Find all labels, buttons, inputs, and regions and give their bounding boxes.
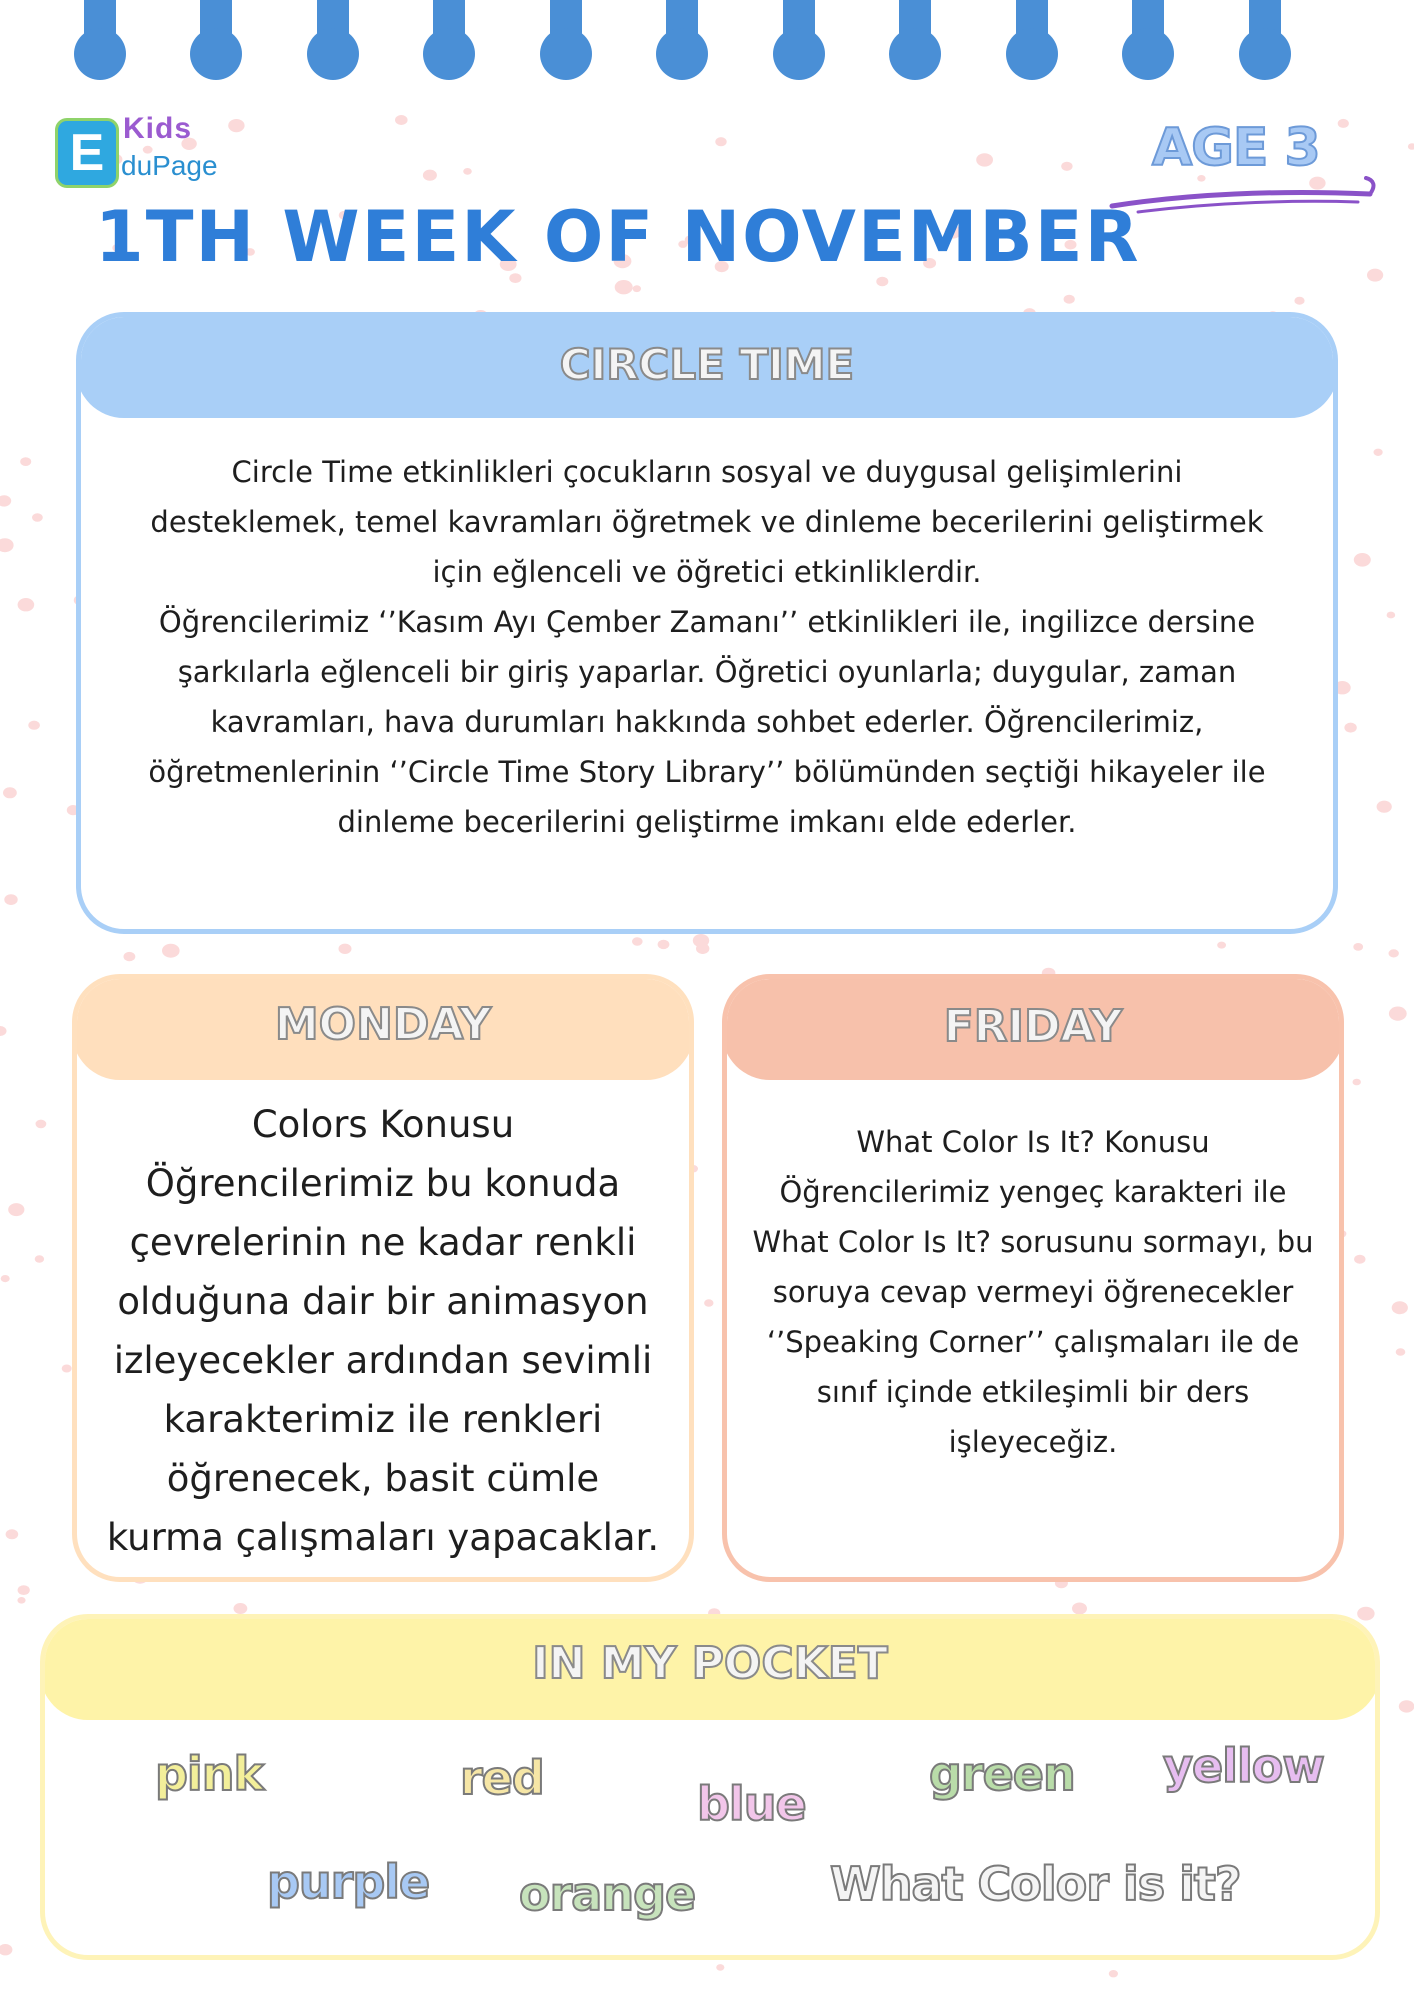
background-dot xyxy=(162,944,180,958)
background-dot xyxy=(1408,143,1414,150)
background-dot xyxy=(1387,612,1396,619)
background-dot xyxy=(1354,1255,1365,1264)
background-dot xyxy=(395,115,408,125)
background-dot xyxy=(1374,449,1383,456)
background-dot xyxy=(1217,942,1226,949)
binding-ring xyxy=(84,0,116,68)
background-dot xyxy=(1389,949,1399,957)
background-dot xyxy=(1392,1301,1408,1314)
binding-ring xyxy=(433,0,465,68)
circle-time-card xyxy=(76,312,1338,934)
pocket-word-pink: pink xyxy=(155,1747,264,1801)
binding-ring xyxy=(1249,0,1281,68)
pocket-word-green: green xyxy=(929,1747,1075,1801)
background-dot xyxy=(18,598,35,611)
background-dot xyxy=(62,1365,72,1373)
background-dot xyxy=(123,952,135,961)
background-dot xyxy=(716,1964,724,1971)
background-dot xyxy=(423,170,437,181)
background-dot xyxy=(632,937,643,946)
binding-ring xyxy=(1132,0,1164,68)
background-dot xyxy=(1072,1603,1087,1615)
background-dot xyxy=(1353,943,1363,951)
background-dot xyxy=(1353,1079,1361,1086)
background-dot xyxy=(339,944,352,954)
background-dot xyxy=(28,721,40,730)
background-dot xyxy=(1338,119,1349,128)
background-dot xyxy=(876,277,888,287)
logo-kids-text: Kids xyxy=(123,112,193,145)
binding-ring xyxy=(783,0,815,68)
pocket-word-red: red xyxy=(460,1751,544,1805)
background-dot xyxy=(6,1529,19,1539)
background-dot xyxy=(1344,723,1356,733)
circle-time-paragraph: Öğrencilerimiz ‘’Kasım Ayı Çember Zamanı’’ etkinlikleri ile, ingilizce dersine şarkılarla eğlenceli bir giriş yaparlar. Öğretici oyunlarla; duygular, zaman kavramları, hava durumları hakkında sohbet ederler. Öğrencilerimiz, öğretmenlerinin ‘’Circle Time Story Library’’ bölümünden seçtiği hikayeler ile dinleme becerilerini geliştirme imkanı elde ederler. xyxy=(148,605,1266,839)
spiral-binding xyxy=(0,0,1414,80)
background-dot xyxy=(18,1585,30,1595)
kids-edupage-logo xyxy=(55,112,235,192)
background-dot xyxy=(1377,801,1392,813)
background-dot xyxy=(715,137,726,146)
background-dot xyxy=(704,1299,713,1307)
binding-ring xyxy=(899,0,931,68)
binding-ring xyxy=(550,0,582,68)
logo-edupage-text: duPage xyxy=(121,150,218,181)
friday-topic: What Color Is It? Konusu xyxy=(856,1125,1210,1159)
background-dot xyxy=(658,940,670,949)
monday-description: Öğrencilerimiz bu konuda çevrelerinin ne kadar renkli olduğuna dair bir animasyon izleyecekler ardından sevimli karakterimiz ile renkleri öğrenecek, basit cümle kurma çalışmaları yapacaklar. xyxy=(106,1162,660,1559)
friday-heading: FRIDAY xyxy=(722,974,1344,1080)
friday-card xyxy=(722,974,1344,1582)
monday-heading: MONDAY xyxy=(72,974,694,1080)
background-dot xyxy=(615,280,633,294)
in-my-pocket-heading: IN MY POCKET xyxy=(40,1614,1380,1720)
circle-time-paragraph: Circle Time etkinlikleri çocukların sosyal ve duygusal gelişimlerini desteklemek, temel kavramları öğretmek ve dinleme becerilerini geliştirmek için eğlenceli ve öğretici etkinliklerdir. xyxy=(150,455,1264,589)
binding-ring xyxy=(317,0,349,68)
background-dot xyxy=(17,1597,25,1604)
background-dot xyxy=(32,513,43,522)
background-dot xyxy=(8,1203,24,1216)
background-dot xyxy=(1389,1007,1407,1021)
pocket-word-purple: purple xyxy=(267,1855,430,1909)
binding-ring xyxy=(666,0,698,68)
background-dot xyxy=(1294,297,1304,305)
background-dot xyxy=(0,1026,7,1036)
background-dot xyxy=(1357,1607,1374,1621)
background-dot xyxy=(1109,1970,1118,1977)
background-dot xyxy=(1354,553,1371,567)
background-dot xyxy=(20,457,31,466)
background-dot xyxy=(1064,295,1075,304)
page-title: 1TH WEEK OF NOVEMBER xyxy=(95,196,1141,278)
background-dot xyxy=(0,1944,12,1955)
background-dot xyxy=(3,787,17,798)
background-dot xyxy=(696,943,709,954)
background-dot xyxy=(1,1275,10,1282)
monday-topic: Colors Konusu xyxy=(251,1103,515,1146)
circle-time-heading: CIRCLE TIME xyxy=(76,312,1338,418)
background-dot xyxy=(0,495,11,506)
monday-text xyxy=(77,1095,689,1567)
background-dot xyxy=(1399,1700,1414,1712)
friday-description: Öğrencilerimiz yengeç karakteri ile What Color Is It? sorusunu sormayı, bu soruya cevap vermeyi öğrenecekler ‘’Speaking Corner’’ çalışmaları ile de sınıf içinde etkileşimli bir ders işleyeceğiz. xyxy=(752,1175,1314,1459)
binding-ring xyxy=(1016,0,1048,68)
background-dot xyxy=(976,153,993,166)
background-dot xyxy=(1367,269,1383,282)
background-dot xyxy=(463,168,472,175)
background-dot xyxy=(36,1120,47,1129)
circle-time-text xyxy=(81,447,1333,847)
background-dot xyxy=(0,538,14,552)
background-dot xyxy=(234,1603,248,1614)
monday-card xyxy=(72,974,694,1582)
background-dot xyxy=(1396,1348,1406,1356)
pocket-word-orange: orange xyxy=(519,1867,696,1921)
background-dot xyxy=(35,1255,44,1263)
pocket-word-blue: blue xyxy=(697,1777,806,1831)
age-label: AGE 3 xyxy=(1152,118,1320,178)
background-dot xyxy=(4,894,17,905)
pocket-word-yellow: yellow xyxy=(1163,1739,1324,1793)
logo-mark: E xyxy=(55,118,119,188)
background-dot xyxy=(633,285,641,292)
in-my-pocket-card xyxy=(40,1614,1380,1960)
binding-ring xyxy=(200,0,232,68)
friday-text xyxy=(727,1117,1339,1467)
pocket-phrase-what-color-is-it: What Color is it? xyxy=(830,1857,1241,1911)
age-underline-swoosh xyxy=(1108,176,1378,216)
background-dot xyxy=(1061,162,1072,171)
